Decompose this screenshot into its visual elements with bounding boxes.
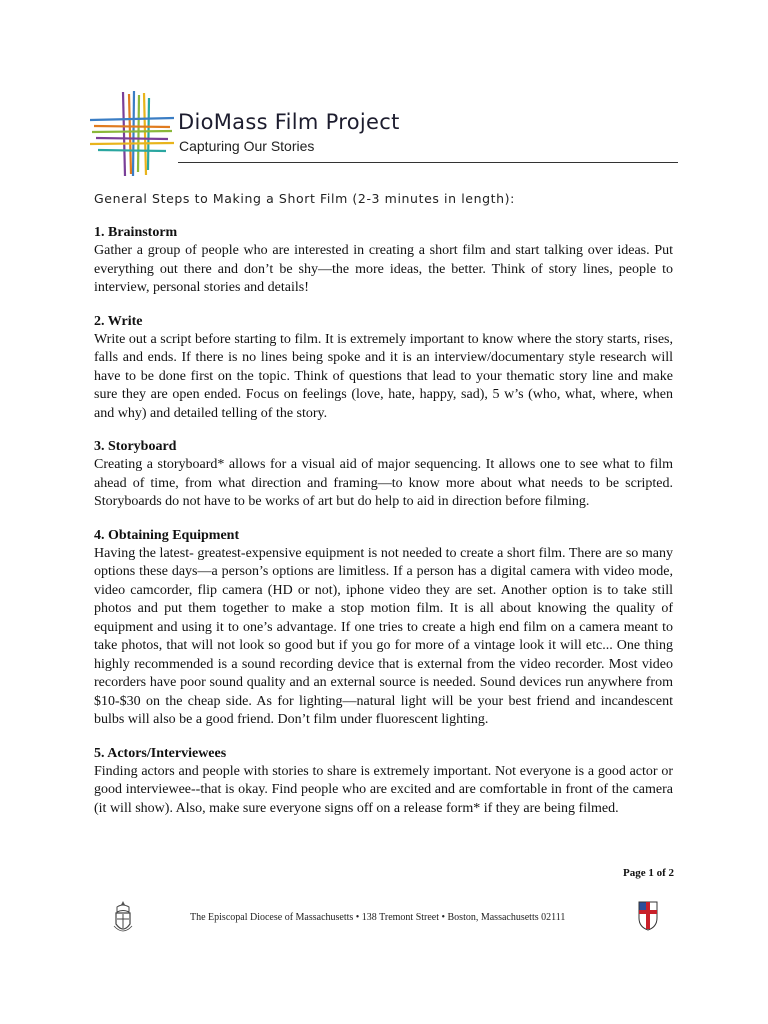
episcopal-shield-icon — [638, 901, 658, 931]
section-title-equipment: 4. Obtaining Equipment — [94, 527, 240, 543]
section-title-write: 2. Write — [94, 313, 143, 329]
section-body-actors: Finding actors and people with stories to share is extremely important. Not everyone is a good actor or good interviewee--that is okay. Find people who are excited and are comfortable in front of the camera (it will show). Also, make sure everyone signs off on a release form* if they are being filmed. — [94, 763, 673, 816]
section-title-brainstorm: 1. Brainstorm — [94, 225, 178, 240]
document-heading: General Steps to Making a Short Film (2-3 minutes in length): — [94, 191, 515, 206]
section-body-brainstorm: Gather a group of people who are interested in creating a short film and start talking over ideas. Put everything out there and don’t be shy—the more ideas, the better. Think of story lines, people to interview, personal stories and details! — [94, 243, 673, 295]
project-subtitle: Capturing Our Stories — [179, 138, 315, 154]
header-divider — [178, 162, 678, 163]
section-body-write: Write out a script before starting to film. It is extremely important to know where the story starts, rises, falls and ends. If there is no lines being spoke and it is an interview/documentary style research will have to be done first on the topic. Think of questions that lead to your thematic story line and make sure they are open ended. Focus on feelings (love, hate, happy, sad), 5 w’s (who, what, where, when and why) and detailed telling of the story. — [94, 331, 673, 421]
steps-content — [94, 224, 673, 833]
page-number: Page 1 of 2 — [622, 867, 674, 879]
woven-lines-logo — [90, 90, 174, 178]
project-title: DioMass Film Project — [178, 110, 400, 134]
section-body-storyboard: Creating a storyboard* allows for a visual aid of major sequencing. It allows one to see what to film ahead of time, from what direction and framing—to know more about what needs to be scripted. Storyboards do not have to be works of art but do help to aid in direction before filming. — [94, 457, 673, 509]
footer-address: The Episcopal Diocese of Massachusetts • 138 Tremont Street • Boston, Massachusetts 02111 — [190, 912, 566, 923]
section-title-storyboard: 3. Storyboard — [94, 439, 177, 454]
section-title-actors: 5. Actors/Interviewees — [94, 745, 227, 761]
diocese-seal-icon — [112, 900, 134, 936]
section-body-equipment: Having the latest- greatest-expensive equipment is not needed to create a short film. There are so many options these days—a person’s options are limitless. If a person has a digital camera with video mode, video camcorder, flip camera (HD or not), iphone video they are set. Another option is to take still photos and put them together to make a stop motion film. It is all about knowing the quality of equipment and using it to one’s advantage. If one tries to create a high end film on a camera meant to take photos, that will not look so good but if you go for more of a vintage look it will etc... One thing highly recommended is a sound recording device that is external from the video recorder. Most video recorders have poor sound quality and an external source is needed. Sound devices run anywhere from $10-$30 on the cheap side. As for lighting—natural light will be your best friend and incandescent bulbs will also be a good friend. Don’t film under fluorescent lighting. — [94, 545, 673, 727]
